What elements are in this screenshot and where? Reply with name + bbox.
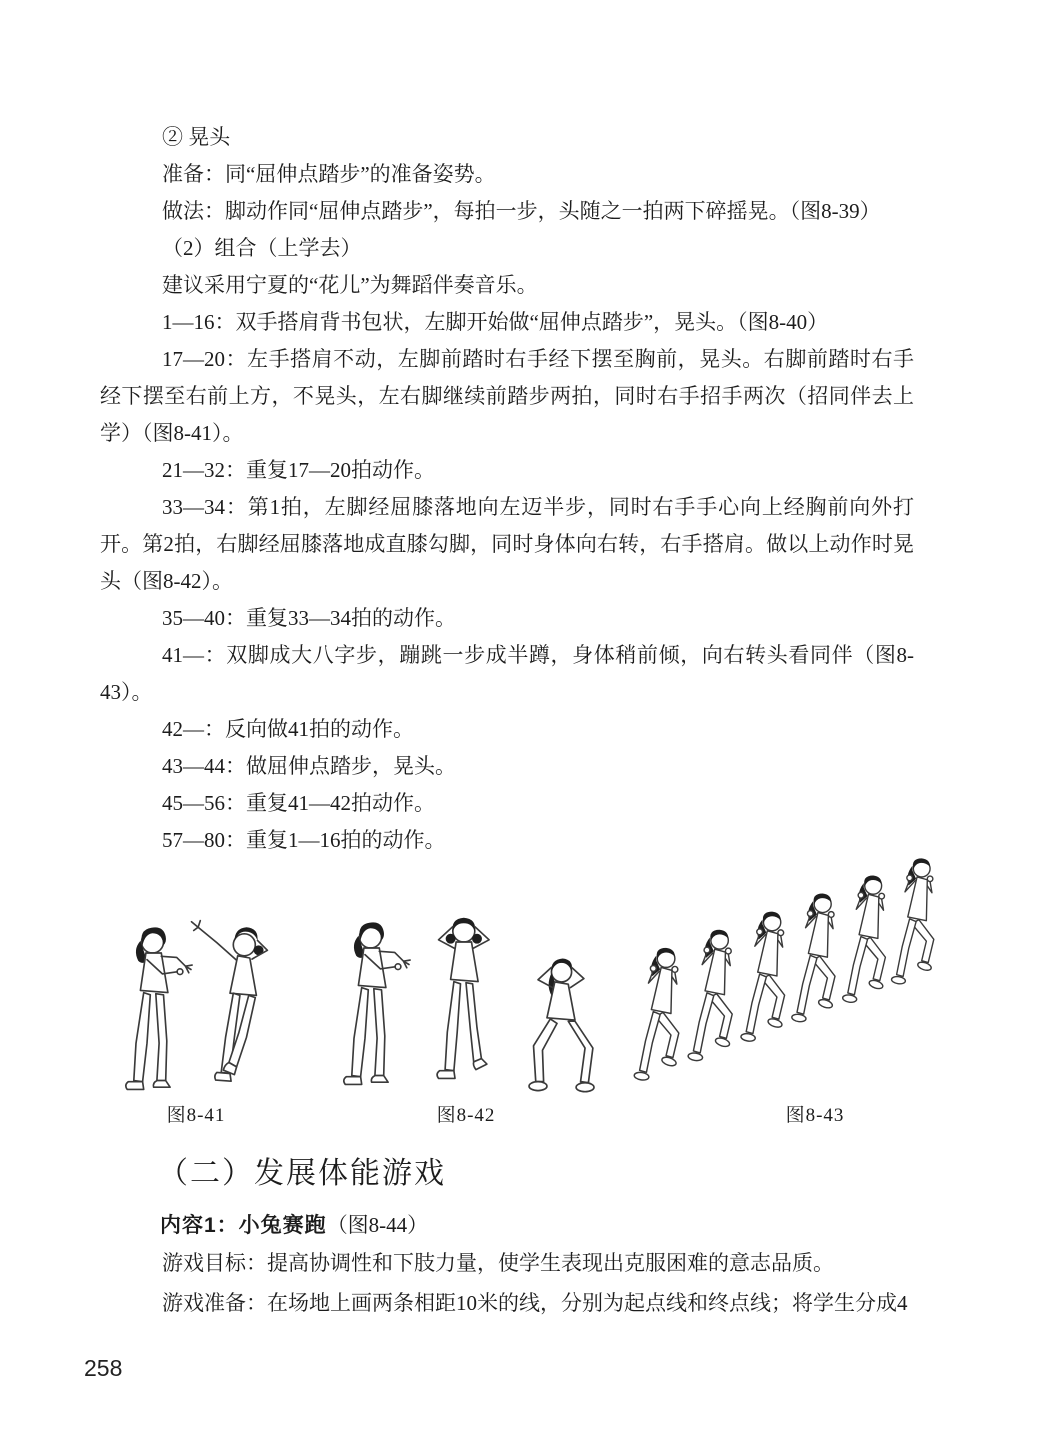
paragraph: 做法：脚动作同“屈伸点踏步”，每拍一步，头随之一拍两下碎摇晃。（图8-39）	[162, 199, 881, 223]
paragraph: 57—80：重复1—16拍的动作。	[162, 828, 446, 852]
content-item-title: 内容1：小兔赛跑	[160, 1214, 327, 1237]
figure-8-41-illustration	[108, 912, 298, 1100]
content-item-figure-ref: （图8-44）	[326, 1213, 429, 1237]
dance-instructions	[100, 119, 914, 859]
girl-figure	[791, 894, 835, 1023]
game-description	[100, 1243, 914, 1323]
paragraph: 45—56：重复41—42拍动作。	[162, 791, 435, 815]
content-item-line	[160, 1210, 428, 1241]
girl-figure	[891, 858, 934, 984]
paragraph: ② 晃头	[162, 125, 231, 149]
figures-band	[0, 840, 1038, 1100]
paragraph: 42—：反向做41拍的动作。	[162, 717, 414, 741]
paragraph: 游戏准备：在场地上画两条相距10米的线，分别为起点线和终点线；将学生分成4	[162, 1291, 908, 1315]
girl-figure	[529, 958, 594, 1091]
girl-figure	[344, 922, 410, 1084]
paragraph: 21—32：重复17—20拍动作。	[162, 458, 435, 482]
paragraph: 17—20：左手搭肩不动，左脚前踏时右手经下摆至胸前，晃头。右脚前踏时右手经下摆至右前上方，不晃头，左右脚继续前踏步两拍，同时右手招手两次（招同伴去上学）（图8-41）。	[100, 347, 914, 445]
paragraph: 1—16：双手搭肩背书包状，左脚开始做“屈伸点踏步”，晃头。（图8-40）	[162, 310, 829, 334]
paragraph: 游戏目标：提高协调性和下肢力量，使学生表现出克服困难的意志品质。	[162, 1251, 834, 1275]
paragraph: 建议采用宁夏的“花儿”为舞蹈伴奏音乐。	[162, 273, 538, 297]
girl-figure	[740, 912, 784, 1042]
paragraph: 43—44：做屈伸点踏步，晃头。	[162, 754, 456, 778]
girl-figure	[634, 948, 679, 1081]
girl-figure	[437, 918, 489, 1079]
paragraph: 33—34：第1拍，左脚经屈膝落地向左迈半步，同时右手手心向上经胸前向外打开。第2拍，右脚经屈膝落地成直膝勾脚，同时身体向右转，右手搭肩。做以上动作时晃头（图8-42）。	[100, 495, 914, 593]
girl-figure	[842, 875, 885, 1003]
girl-figure	[688, 930, 733, 1062]
paragraph: 41—：双脚成大八字步，蹦跳一步成半蹲，身体稍前倾，向右转头看同伴（图8-43）。	[100, 643, 914, 704]
figure-8-42-illustration	[330, 903, 598, 1100]
paragraph: 35—40：重复33—34拍的动作。	[162, 606, 456, 630]
figure-caption-8-41: 图8-41	[166, 1105, 226, 1126]
paragraph: 准备：同“屈伸点踏步”的准备姿势。	[162, 162, 496, 186]
figure-caption-8-43: 图8-43	[785, 1105, 845, 1126]
paragraph: （2）组合（上学去）	[162, 236, 362, 260]
figure-caption-8-42: 图8-42	[436, 1105, 496, 1126]
girl-figure	[126, 927, 192, 1089]
section-heading: （二）发展体能游戏	[158, 1157, 446, 1190]
page-number: 258	[84, 1355, 123, 1381]
figure-8-43-illustration	[618, 845, 958, 1097]
girl-figure	[192, 921, 268, 1082]
